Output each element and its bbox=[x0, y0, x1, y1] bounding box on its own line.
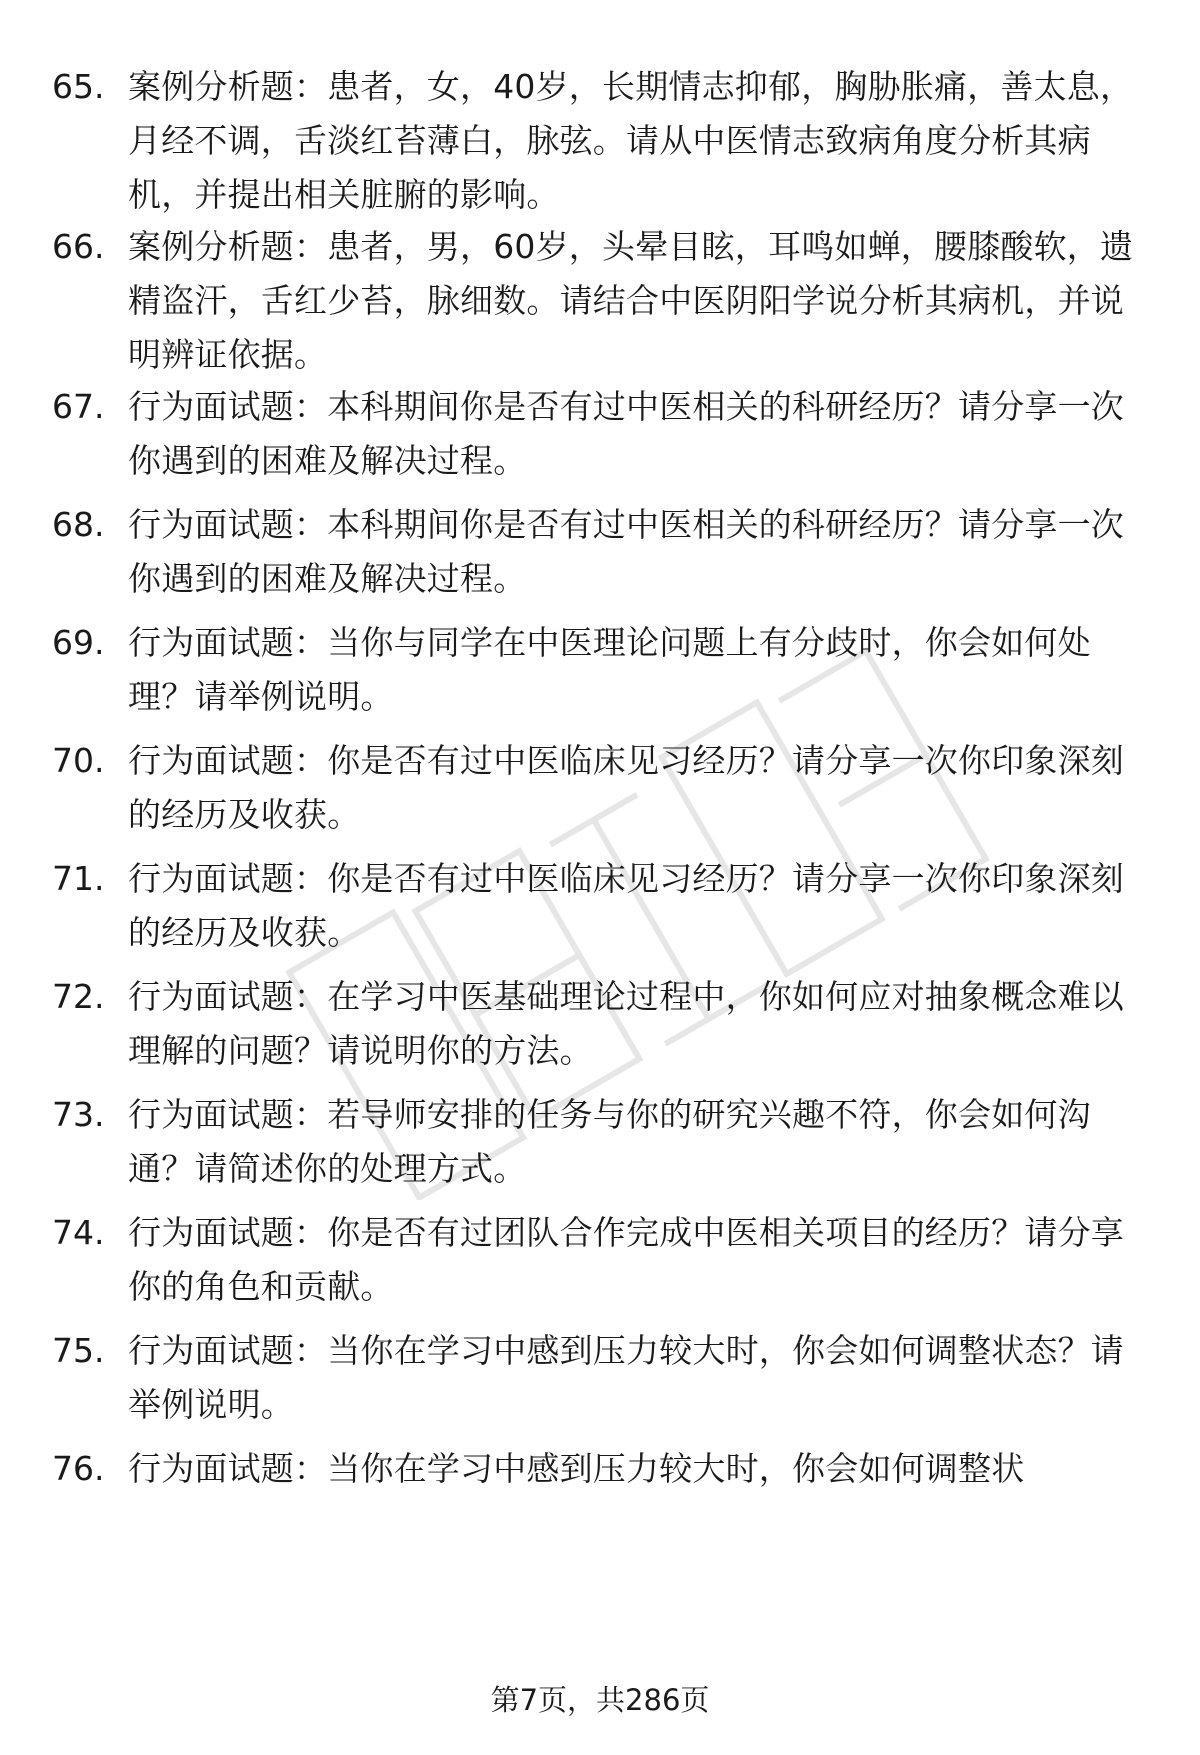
question-number: 71. bbox=[52, 859, 105, 898]
question-text: 案例分析题：患者，男，60岁，头晕目眩，耳鸣如蝉，腰膝酸软，遗精盗汗，舌红少苔，脉细数。请结合中医阴阳学说分析其病机，并说明辨证依据。 bbox=[128, 227, 1134, 374]
question-text: 行为面试题：本科期间你是否有过中医相关的科研经历？请分享一次你遇到的困难及解决过程。 bbox=[128, 387, 1124, 480]
question-number: 73. bbox=[52, 1095, 105, 1134]
question-number: 67. bbox=[52, 387, 105, 426]
question-text: 行为面试题：当你在学习中感到压力较大时，你会如何调整状态？请举例说明。 bbox=[128, 1331, 1124, 1424]
page-number-footer: 第7页，共286页 bbox=[490, 1683, 710, 1717]
question-number: 69. bbox=[52, 623, 105, 662]
question-text: 行为面试题：在学习中医基础理论过程中，你如何应对抽象概念难以理解的问题？请说明你的方法。 bbox=[128, 977, 1124, 1070]
question-number: 75. bbox=[52, 1331, 105, 1370]
question-number: 65. bbox=[52, 67, 105, 106]
question-text: 行为面试题：本科期间你是否有过中医相关的科研经历？请分享一次你遇到的困难及解决过程。 bbox=[128, 505, 1124, 598]
question-text: 行为面试题：当你与同学在中医理论问题上有分歧时，你会如何处理？请举例说明。 bbox=[128, 623, 1091, 716]
question-number: 68. bbox=[52, 505, 105, 544]
question-text: 行为面试题：当你在学习中感到压力较大时，你会如何调整状 bbox=[128, 1449, 1025, 1488]
question-number: 76. bbox=[52, 1449, 105, 1488]
question-number: 70. bbox=[52, 741, 105, 780]
question-text: 案例分析题：患者，女，40岁，长期情志抑郁，胸胁胀痛，善太息，月经不调，舌淡红苔薄白，脉弦。请从中医情志致病角度分析其病机，并提出相关脏腑的影响。 bbox=[128, 67, 1134, 214]
question-number: 66. bbox=[52, 227, 105, 266]
question-text: 行为面试题：你是否有过中医临床见习经历？请分享一次你印象深刻的经历及收获。 bbox=[128, 741, 1124, 834]
question-number: 74. bbox=[52, 1213, 105, 1252]
question-text: 行为面试题：你是否有过团队合作完成中医相关项目的经历？请分享你的角色和贡献。 bbox=[128, 1213, 1124, 1306]
question-text: 行为面试题：若导师安排的任务与你的研究兴趣不符，你会如何沟通？请简述你的处理方式。 bbox=[128, 1095, 1091, 1188]
question-text: 行为面试题：你是否有过中医临床见习经历？请分享一次你印象深刻的经历及收获。 bbox=[128, 859, 1124, 952]
question-number: 72. bbox=[52, 977, 105, 1016]
